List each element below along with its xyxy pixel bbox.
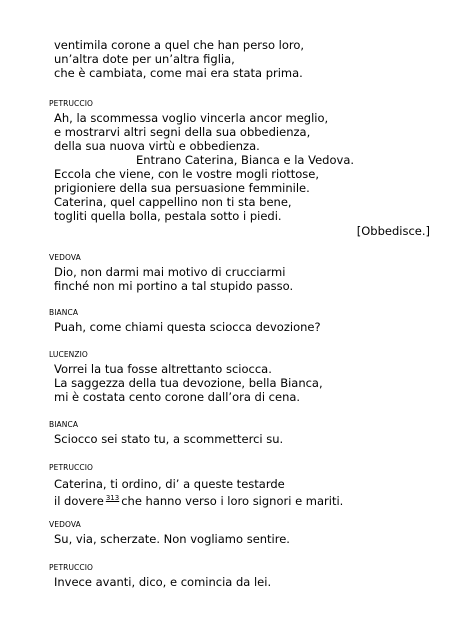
verse-line: Vorrei la tua fosse altrettanto sciocca. [54,362,272,376]
verse-line: che è cambiata, come mai era stata prima. [54,66,303,80]
verse-line: Eccola che viene, con le vostre mogli riottose, [54,167,320,181]
verse-line: Caterina, ti ordino, di’ a queste testarde [54,477,285,491]
verse-line: togliti quella bolla, pestala sotto i piedi. [54,209,282,223]
speaker-name: PETRUCCIO [49,99,94,108]
speaker-name: PETRUCCIO [49,563,94,572]
footnote-link[interactable]: 313 [105,494,120,502]
verse-text: che hanno verso i loro signori e mariti. [121,494,344,508]
verse-line: Sciocco sei stato tu, a scommetterci su. [54,432,284,446]
verse-line: ventimila corone a quel che han perso loro, [54,38,305,52]
verse-line: La saggezza della tua devozione, bella Bianca, [54,376,323,390]
verse-line: della sua nuova virtù e obbedienza. [54,139,260,153]
verse-line: Puah, come chiami questa sciocca devozione? [54,320,321,334]
verse-line: Ah, la scommessa voglio vincerla ancor meglio, [54,111,329,125]
verse-line: prigioniere della sua persuasione femminile. [54,181,310,195]
speaker-name: BIANCA [49,308,79,317]
stage-direction-right: [Obbedisce.] [356,224,430,238]
speaker-name: LUCENZIO [49,350,88,359]
verse-line: e mostrarvi altri segni della sua obbedienza, [54,125,311,139]
verse-line: Caterina, quel cappellino non ti sta bene, [54,195,292,209]
verse-text: il dovere [54,494,104,508]
verse-line: finché non mi portino a tal stupido passo. [54,279,294,293]
speaker-name: VEDOVA [49,253,81,262]
speaker-name: VEDOVA [49,520,81,529]
verse-line: un’altra dote per un’altra figlia, [54,52,235,66]
speaker-name: BIANCA [49,420,79,429]
verse-line: mi è costata cento corone dall’ora di cena. [54,390,301,404]
verse-line: Su, via, scherzate. Non vogliamo sentire. [54,532,290,546]
speaker-name: PETRUCCIO [49,463,94,472]
verse-line: Dio, non darmi mai motivo di crucciarmi [54,265,286,279]
verse-line: Invece avanti, dico, e comincia da lei. [54,575,272,589]
stage-direction: Entrano Caterina, Bianca e la Vedova. [136,153,355,167]
verse-line [54,491,343,508]
